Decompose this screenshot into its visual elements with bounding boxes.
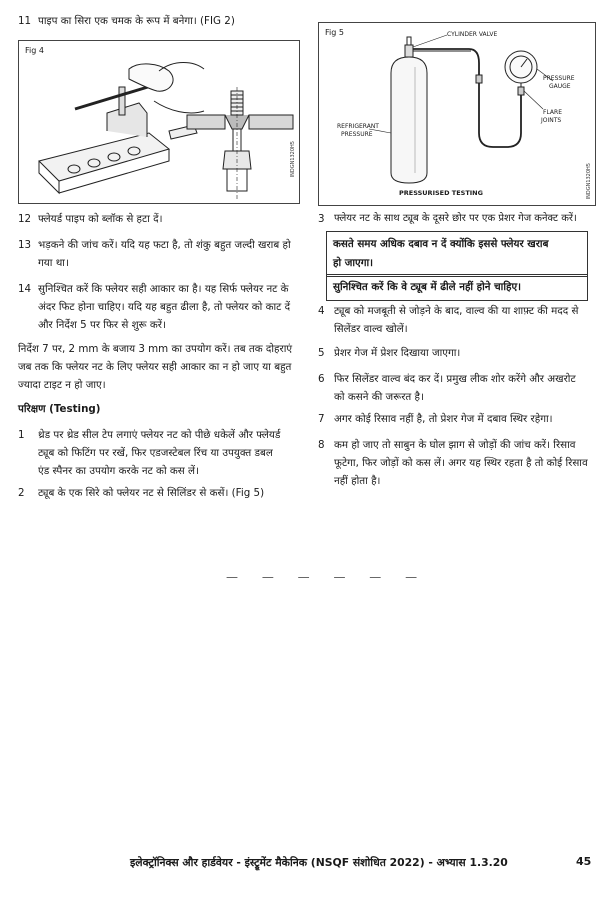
warning-box-pressure	[326, 231, 588, 277]
figure-caption: PRESSURISED TESTING	[399, 189, 483, 197]
label-pressure-gauge: PRESSURE	[543, 75, 575, 82]
label-refrigerant-pressure: REFRIGERANT	[337, 123, 379, 130]
step-text-line: कम हो जाए तो साबुन के घोल झाग से जोड़ों की जांच करें। रिसाव	[334, 439, 576, 451]
page-number: 45	[576, 855, 592, 868]
warning-line: हो जाएगा।	[333, 257, 374, 269]
warning-line: कसते समय अधिक दबाव न दें क्योंकि इससे फ्लेयर खराब	[333, 238, 549, 250]
step-number: 8	[318, 439, 325, 451]
step-number: 3	[318, 213, 325, 225]
step-text-line: ट्यूब को मजबूती से जोड़ने के बाद, वाल्व की या शाफ़्ट की मदद से	[334, 305, 579, 317]
step-text: ट्यूब के एक सिरे को फ्लेयर नट से सिलिंडर से कसें। (Fig 5)	[38, 487, 265, 499]
step-number: 1	[18, 429, 25, 441]
warning-line: सुनिश्चित करें कि वे ट्यूब में ढीले नहीं होने चाहिए।	[333, 281, 522, 293]
step-text-line: फिर सिलेंडर वाल्व बंद कर दें। प्रमुख लीक शोर करेंगे और अखरोट	[334, 373, 576, 385]
step-number: 12	[18, 213, 32, 225]
step-number: 11	[18, 15, 32, 27]
step-text-line: सुनिश्चित करें कि फ्लेयर सही आकार का है। यह सिर्फ फ्लेयर नट के	[38, 283, 289, 295]
testing-heading: परिक्षण (Testing)	[18, 403, 101, 415]
note-line: ज्यादा टाइट न हो जाए।	[18, 379, 106, 391]
step-number: 13	[18, 239, 32, 251]
step-text-line: को कसने की जरूरत है।	[334, 391, 424, 403]
step-text-line: और निर्देश 5 पर फिर से शुरू करें।	[38, 319, 166, 331]
figure-5	[318, 22, 596, 206]
figure-code: INDGN1320H5	[586, 163, 592, 200]
step-text-line: थ्रेड पर थ्रेड सील टेप लगाएं फ्लेयर नट को पीछे धकेलें और फ्लेयर्ड	[38, 429, 281, 441]
note-paragraph	[18, 340, 300, 394]
step-text-line: एंड स्पैनर का उपयोग करके नट को कस लें।	[38, 465, 199, 477]
figure-label: Fig 4	[25, 46, 44, 55]
step-number: 7	[318, 413, 325, 425]
step-text: पाइप का सिरा एक चमक के रूप में बनेगा। (FIG 2)	[38, 15, 235, 27]
warning-box-loose	[326, 274, 588, 301]
step-number: 4	[318, 305, 325, 317]
figure-code: INDGN1320H5	[290, 141, 296, 178]
step-text-line: सिलेंडर वाल्व खोलें।	[334, 323, 408, 335]
step-number: 5	[318, 347, 325, 359]
note-line: निर्देश 7 पर, 2 mm के बजाय 3 mm का उपयोग करें। तब तक दोहराएं	[18, 343, 293, 355]
step-text-line: ट्यूब को फिटिंग पर रखें, फिर एडजस्टेबल रिंच या उपयुक्त डबल	[38, 447, 273, 459]
figure-4	[18, 40, 300, 204]
step-text: प्रेशर गेज में प्रेशर दिखाया जाएगा।	[334, 347, 461, 359]
label-flare-joints: FLARE	[543, 109, 562, 116]
note-line: जब तक कि फ्लेयर नट के लिए फ्लेयर सही आकार का न हो जाए या बहुत	[18, 361, 292, 373]
step-number: 2	[18, 487, 25, 499]
label-refrigerant-pressure: PRESSURE	[341, 131, 373, 138]
figure-label: Fig 5	[325, 28, 344, 37]
step-text-line: गया था।	[38, 257, 69, 269]
label-cylinder-valve: CYLINDER VALVE	[447, 31, 498, 38]
step-text: फ्लेयर्ड पाइप को ब्लॉक से हटा दें।	[38, 213, 163, 225]
step-number: 14	[18, 283, 32, 295]
flaring-tool-illustration	[19, 41, 299, 203]
label-pressure-gauge: GAUGE	[549, 83, 571, 90]
step-text-line: भड़कने की जांच करें। यदि यह फटा है, तो शंकु बहुत जल्दी खराब हो	[38, 239, 291, 251]
step-text-line: फूटेगा, फिर जोड़ों को कस लें। अगर यह स्थिर रहता है तो कोई रिसाव	[334, 457, 588, 469]
step-text: अगर कोई रिसाव नहीं है, तो प्रेशर गेज में दबाव स्थिर रहेगा।	[334, 413, 553, 425]
label-flare-joints: JOINTS	[541, 117, 562, 124]
step-number: 6	[318, 373, 325, 385]
step-text-line: नहीं होता है।	[334, 475, 381, 487]
step-text: फ्लेयर नट के साथ ट्यूब के दूसरे छोर पर एक प्रेशर गेज कनेक्ट करें।	[334, 213, 577, 224]
step-text-line: अंदर फिट होना चाहिए। यदि यह बहुत ढीला है, तो फ्लेयर को काट दें	[38, 301, 291, 313]
page-footer: इलेक्ट्रॉनिक्स और हार्डवेयर - इंस्ट्रूमेंट मैकेनिक (NSQF संशोधित 2022) - अभ्यास 1.3.20	[130, 856, 508, 869]
section-separator: — — — — — —	[226, 570, 428, 584]
